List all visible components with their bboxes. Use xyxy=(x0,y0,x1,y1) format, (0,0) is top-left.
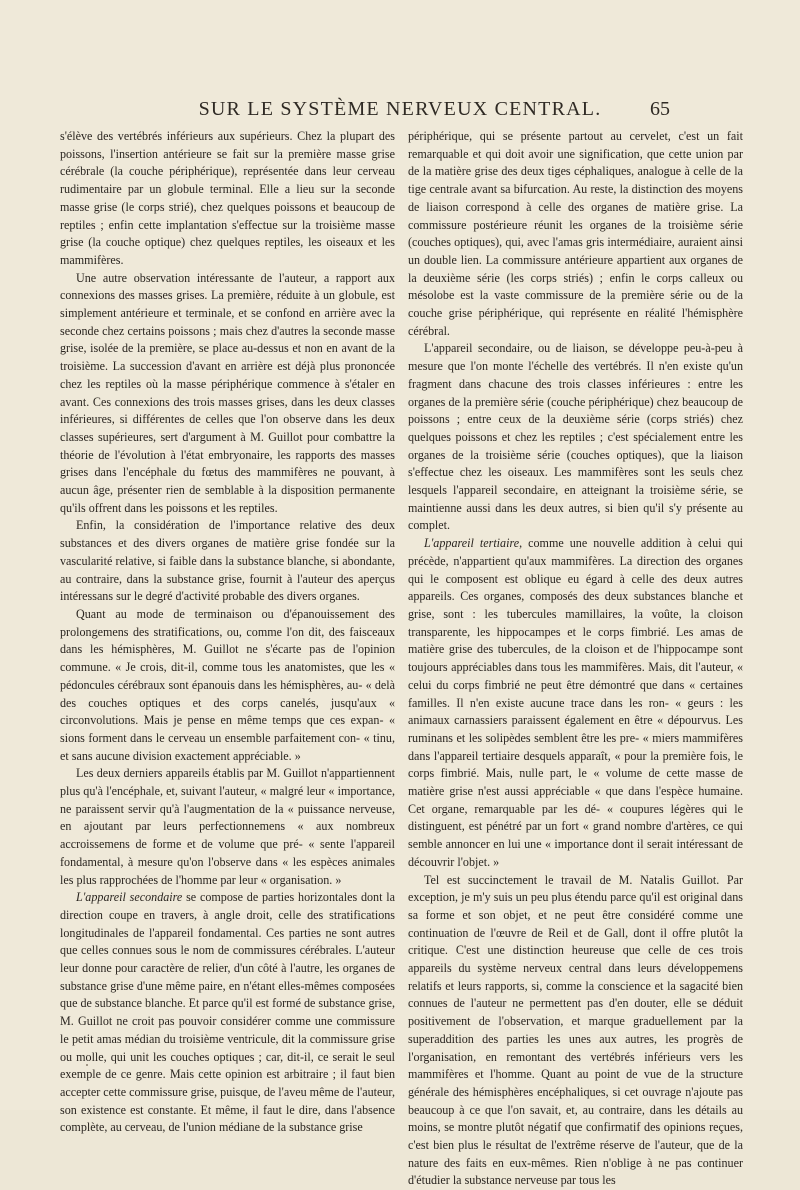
paragraph xyxy=(60,889,395,1137)
paragraph: L'appareil secondaire, ou de liaison, se développe peu-à-peu à mesure que l'on monte l'échelle des vertébrés. Il n'en existe qu'un fragment dans chacune des trois classes inférieures : entre les organes de la première série (couche périphérique) chez beaucoup de poissons ; entre ceux de la deuxième série (corps striés) chez quelques poissons et chez les reptiles ; c'est spécialement entre les organes de la troisième série (couches optiques), que la liaison s'effectue chez les oiseaux. Les mammifères sont les seuls chez lesquels l'appareil secondaire, en atteignant la troisième série, se maintienne aussi dans les deux autres, si bien qu'il s'y présente au complet. xyxy=(408,341,743,533)
paragraph: s'élève des vertébrés inférieurs aux supérieurs. Chez la plupart des poissons, l'insertion antérieure se fait sur la première masse grise cérébrale (la couche périphérique), représentée dans leur cerveau rudimentaire par un globule terminal. Elle a lieu sur la seconde masse grise (le corps strié), chez quelques poissons et beaucoup de reptiles ; enfin cette implantation s'effectue sur la troisième masse grise (la couche optique) chez quelques reptiles, les oiseaux et les mammifères. xyxy=(60,129,395,267)
running-head xyxy=(0,98,800,124)
paragraph: Les deux derniers appareils établis par M. Guillot n'appartiennent plus qu'à l'encéphale, et, suivant l'auteur, « malgré leur « importance, ne paraissent servir qu'à l'augmentation de la « puissance nerveuse, en ajoutant par leurs perfectionnemens « aux nombreux accroissemens de forme et de volume que pré- « sente l'appareil fondamental, à mesure qu'on l'observe dans « les espèces animales les plus rapprochées de l'homme par leur « organisation. » xyxy=(60,766,395,887)
page-number: 65 xyxy=(650,98,670,120)
paragraph-body: se compose de parties horizontales dont la direction coupe en travers, à angle droit, celle des stratifications longitudinales de l'appareil fondamental. Ces parties ne sont autres que celles connues sous le nom de commissures cérébrales. L'auteur leur donne pour caractère de relier, d'un côté à l'autre, les organes de substance grise d'une même paire, en n'étant elles-mêmes composées que de substance blanche. Et parce qu'il est formé de substance grise, M. Guillot ne croit pas pouvoir considérer comme une commissure le petit amas médian du troisième ventricule, dit la commissure grise ou molle, qui unit les couches optiques ; car, dit-il, ce serait le seul exemple de ce genre. Mais cette opinion est arbitraire ; il faut bien accepter cette commissure grise, puisque, de l'aveu même de l'auteur, son existence est constante. Et même, il faut le dire, dans l'absence complète, au cerveau, de l'union médiane de la substance grise xyxy=(60,890,396,1135)
right-text-column xyxy=(408,128,743,1188)
italic-lead: L'appareil secondaire xyxy=(76,890,183,905)
paragraph: Tel est succinctement le travail de M. Natalis Guillot. Par exception, je m'y suis un peu plus étendu parce qu'il est original dans sa forme et son objet, et ne peut être considéré comme une continuation de l'œuvre de Reil et de Gall, dont il offre plutôt la critique. C'est une distinction heureuse que celle de ces trois appareils du système nerveux central dans leurs développemens relatifs et leurs rapports, si, comme la conscience et la sagacité bien connues de l'auteur ne permettent pas d'en douter, elle se déduit positivement de l'observation, et marque graduellement par la superaddition des parties les unes aux autres, les progrès de l'organisation, en remontant des vertébrés inférieurs vers les mammifères et l'homme. Quant au point de vue de la structure générale des hémisphères encéphaliques, si cet ouvrage n'ajoute pas beaucoup à ce que l'on savait, et, au contraire, dans les détails au moins, se montre plutôt négatif que confirmatif des opinions reçues, c'est bien plus le résultat de l'extrême réserve de l'auteur, que de la nature des faits en eux-mêmes. Rien n'oblige à ne pas continuer d'étudier la substance nerveuse par tous les xyxy=(408,872,743,1188)
left-text-column xyxy=(60,128,396,1135)
paper-speck xyxy=(86,1064,88,1066)
paragraph-body: , comme une nouvelle addition à celui qui précède, n'appartient qu'aux mammifères. La direction des organes qui le composent est oblique eu égard à celle des deux autres appareils. Ces organes, composés des deux substances blanche et grise, sont : les tubercules mamillaires, la voûte, la cloison transparente, les hippocampes et le corps fimbrié. Les amas de matière grise des tubercules, de la cloison et de l'hippocampe sont toujours appréciables dans tous les mammifères. Mais, dit l'auteur, « celui du corps fimbrié ne peut être démontré que dans « certaines familles. Il n'en existe aucune trace dans les ron- « geurs : les animaux carnassiers paraissent également en être « dépourvus. Les ruminans et les solipèdes semblent être les pre- « miers mammifères dans l'appareil tertiaire desquels apparaît, « pour la première fois, le corps fimbrié. Mais, nulle part, le « volume de cette masse de matière grise n'est aussi appréciable « que dans l'espèce humaine. Cet organe, remarquable par les dé- « coupures légères qui le distinguent, est pénétré par un fort « grand nombre d'artères, ce qui semble annoncer en lui une « importance dont il serait intéressant de découvrir l'objet. » xyxy=(408,536,743,869)
paragraph xyxy=(408,535,743,871)
paragraph: Une autre observation intéressante de l'auteur, a rapport aux connexions des masses grises. La première, réduite à un globule, est simplement antérieure et terminale, et se confond en arrière avec la seconde chez certains poissons ; mais chez d'autres la seconde masse grise, isolée de la première, se place au-dessus et non en avant de la troisième. La succession d'avant en arrière est déjà plus prononcée chez les reptiles où la masse périphérique commence à s'étaler en avant. Ces connexions des trois masses grises, dans les deux classes inférieures, si différentes de celles que l'on observe dans les deux classes supérieures, sert d'argument à M. Guillot pour combattre la théorie de l'évolution à l'état embryonaire, les rapports des masses grises dans l'encéphale du fœtus des mammifères ne pouvant, à aucun âge, présenter rien de semblable à la disposition permanente qu'ils offrent dans les poissons et les reptiles. xyxy=(60,270,395,515)
italic-lead: L'appareil tertiaire xyxy=(424,536,520,551)
paragraph: Quant au mode de terminaison ou d'épanouissement des prolongemens des stratifications, ou, comme l'on dit, des faisceaux dans les hémisphères, M. Guillot ne s'écarte pas de l'opinion commune. « Je crois, dit-il, comme tous les anatomistes, que les « pédoncules cérébraux sont épanouis dans les hémisphères, au- « delà des couches optiques et des corps canelés, jusqu'aux « circonvolutions. Mais je pense en même temps que ces expan- « sions forment dans le cerveau un ensemble parfaitement con- « tinu, et sans aucune division exactement appréciable. » xyxy=(60,606,395,763)
paragraph: Enfin, la considération de l'importance relative des deux substances et des divers organes de matière grise fondée sur la vascularité relative, si faible dans la substance blanche, si abondante, au contraire, dans la substance grise, fournit à l'auteur des aperçus intéressans sur le degré d'activité probable des divers organes. xyxy=(60,518,395,604)
running-title: SUR LE SYSTÈME NERVEUX CENTRAL. xyxy=(198,98,602,120)
paragraph: périphérique, qui se présente partout au cervelet, c'est un fait remarquable et qui doit avoir une signification, que cette union par de la matière grise des deux tiges céphaliques, analogue à celle de la tige centrale avant sa bifurcation. Au reste, la distinction des moyens de liaison correspond à celle des organes de matière grise. La commissure postérieure réunit les organes de la troisième série (couches optiques), qui, avec l'amas gris intermédiaire, auraient ainsi un double lien. La commissure antérieure appartient aux organes de la deuxième série (les corps striés) ; enfin le corps calleux ou mésolobe est la vaste commissure de la première série ou de la couche grise périphérique, qui représente en réalité l'hémisphère cérébral. xyxy=(408,129,743,338)
